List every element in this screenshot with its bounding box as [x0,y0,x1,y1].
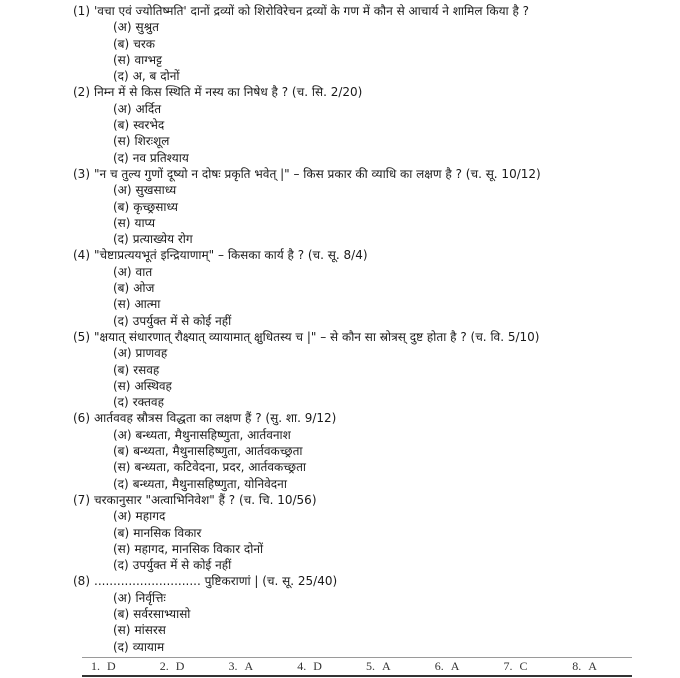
answer-value: A [588,659,597,673]
option-item [73,508,673,524]
option-item [73,133,673,149]
option-text: रक्तवह [132,395,164,410]
option-item [73,296,673,312]
option-text: अर्दित [135,101,162,116]
option-label: (ब) [113,444,130,459]
answer-number: 4. [297,659,307,673]
option-label: (स) [113,378,131,393]
option-text: सर्वरसाभ्यासो [133,606,191,621]
answer-number: 6. [434,659,444,673]
option-item [73,639,673,655]
question-text: चरकानुसार "अत्वाभिनिवेश" हैं ? (च. चि. 10/56) [94,492,317,507]
option-text: शिरःशूल [134,134,170,149]
option-item [73,427,673,443]
option-text: बन्ध्यता, कटिवेदना, प्रदर, आर्तवकच्छ्रता [134,460,307,475]
option-item [73,313,673,329]
answer-key-item [426,658,495,675]
option-item [73,36,673,52]
option-item [73,459,673,475]
question-block [73,247,673,328]
option-text: बन्ध्यता, मैथुनासहिष्णुता, आर्तवनाश [135,427,291,442]
option-item [73,378,673,394]
option-label: (ब) [113,281,130,296]
answer-number: 1. [91,659,100,673]
answer-key [82,657,632,677]
answer-number: 5. [366,659,375,673]
option-label: (स) [113,541,131,556]
option-label: (स) [113,623,131,638]
option-item [73,215,673,231]
answer-value: D [175,659,185,673]
option-label: (अ) [113,590,132,605]
answer-key-item [495,658,564,675]
option-text: चरक [133,36,155,51]
option-text: उपर्युक्त में से कोई नहीं [132,313,232,328]
option-text: मांसरस [134,623,166,638]
option-label: (ब) [113,606,130,621]
option-label: (अ) [113,101,132,116]
answer-number: 2. [159,659,169,673]
option-text: मानसिक विकार [133,525,202,540]
option-label: (द) [113,395,129,410]
answer-value: A [382,659,391,673]
question-number: (5) [73,329,90,344]
option-text: सुखसाध्य [135,183,177,198]
option-text: वाग्भट्ट [134,52,162,67]
option-label: (स) [113,215,131,230]
question-line [73,573,673,589]
option-item [73,606,673,622]
question-text: "न च तुल्य गुणों दूष्यो न दोषः प्रकृति भवेत् |" – किस प्रकार की व्याधि का लक्षण है ? (च. सू. 10/12) [94,166,541,181]
question-line [73,3,673,19]
question-text: 'वचा एवं ज्योतिष्मति' दानों द्रव्यों को शिरोविरेचन द्रव्यों के गण में कौन से आचार्य ने शामिल किया है ? [94,4,530,18]
option-item [73,68,673,84]
option-item [73,443,673,459]
option-item [73,52,673,68]
question-number: (4) [73,248,90,263]
option-item [73,280,673,296]
option-text: महागद [135,509,166,524]
answer-number: 7. [503,659,513,673]
option-item [73,199,673,215]
question-block [73,84,673,165]
question-line [73,84,673,100]
question-list [73,3,673,655]
option-text: प्राणवह [135,346,168,361]
question-number: (7) [73,492,90,507]
option-item [73,19,673,35]
option-text: रसवह [133,362,160,377]
question-number: (8) [73,574,90,589]
option-label: (स) [113,460,131,475]
answer-key-item [357,658,426,675]
option-item [73,476,673,492]
option-label: (अ) [113,264,132,279]
option-text: प्रत्याख्येय रोग [132,232,193,247]
option-label: (अ) [113,183,132,198]
option-label: (द) [113,639,129,654]
question-line [73,247,673,263]
option-text: महागद, मानसिक विकार दोनों [134,541,264,556]
question-number: (2) [73,85,90,100]
answer-number: 3. [228,659,238,673]
option-text: नव प्रतिश्याय [132,150,189,165]
question-number: (6) [73,411,90,426]
option-item [73,182,673,198]
option-text: अ, ब दोनों [132,69,180,84]
option-label: (ब) [113,199,130,214]
question-block [73,492,673,573]
question-block [73,329,673,410]
option-text: उपर्युक्त में से कोई नहीं [132,558,232,573]
option-label: (ब) [113,362,130,377]
option-label: (अ) [113,427,132,442]
option-label: (स) [113,52,131,67]
answer-key-item [220,658,289,675]
option-label: (द) [113,558,129,573]
option-label: (स) [113,297,131,312]
answer-value: A [450,659,460,673]
answer-key-item [288,658,357,675]
option-item [73,345,673,361]
answer-value: C [519,659,528,673]
question-block [73,573,673,654]
question-text: निम्न में से किस स्थिति में नस्य का निषेध है ? (च. सि. 2/20) [94,85,363,100]
answer-number: 8. [572,659,582,673]
option-text: आत्मा [134,297,161,312]
option-label: (स) [113,134,131,149]
option-item [73,557,673,573]
answer-value: D [313,659,322,673]
option-item [73,117,673,133]
option-label: (ब) [113,36,130,51]
option-text: बन्ध्यता, मैथुनासहिष्णुता, आर्तवकच्छ्रता [133,444,303,459]
option-text: याप्य [134,215,156,230]
option-label: (अ) [113,20,132,35]
option-item [73,231,673,247]
option-label: (द) [113,150,129,165]
question-text: "क्षयात् संधारणात् रौक्ष्यात् व्यायामात् क्षुधितस्य च |" – से कौन सा स्रोत्रस् दुष्ट होता है ? (च. वि. 5/10) [94,329,540,344]
option-text: वात [135,264,153,279]
answer-value: A [244,659,254,673]
option-text: बन्ध्यता, मैथुनासहिष्णुता, योनिवेदना [132,476,287,491]
option-text: अस्थिवह [134,378,172,393]
question-text: आर्तववह स्रौत्रस विद्धता का लक्षण हैं ? (सु. शा. 9/12) [94,411,337,426]
question-block [73,3,673,84]
option-text: व्यायाम [132,639,165,654]
option-text: कृच्छ्रसाध्य [133,199,178,214]
question-block [73,410,673,491]
question-text: "चेष्टाप्रत्ययभूतं इन्द्रियाणाम्" – किसका कार्य है ? (च. सू. 8/4) [94,248,368,263]
answer-key-item [151,658,220,675]
option-label: (अ) [113,346,132,361]
answer-key-item [82,658,151,675]
option-label: (द) [113,476,129,491]
question-number: (3) [73,166,90,181]
question-line [73,492,673,508]
option-item [73,264,673,280]
answer-value: D [107,659,116,673]
option-label: (द) [113,313,129,328]
option-text: सुश्रुत [135,20,159,35]
option-item [73,622,673,638]
option-item [73,101,673,117]
option-label: (ब) [113,525,130,540]
option-item [73,525,673,541]
option-item [73,362,673,378]
question-number: (1) [73,4,90,18]
option-label: (द) [113,69,129,84]
question-line [73,329,673,345]
option-label: (ब) [113,118,130,133]
answer-key-item [563,658,632,675]
option-text: निर्वृत्तिः [135,590,166,605]
question-block [73,166,673,247]
option-text: स्वरभेद [133,118,165,133]
question-text: ............................ पुष्टिकराणां | (च. सू. 25/40) [94,574,338,589]
option-item [73,394,673,410]
option-item [73,150,673,166]
question-line [73,410,673,426]
question-line [73,166,673,182]
option-item [73,541,673,557]
option-label: (द) [113,232,129,247]
option-text: ओज [133,281,155,296]
option-label: (अ) [113,509,132,524]
option-item [73,590,673,606]
